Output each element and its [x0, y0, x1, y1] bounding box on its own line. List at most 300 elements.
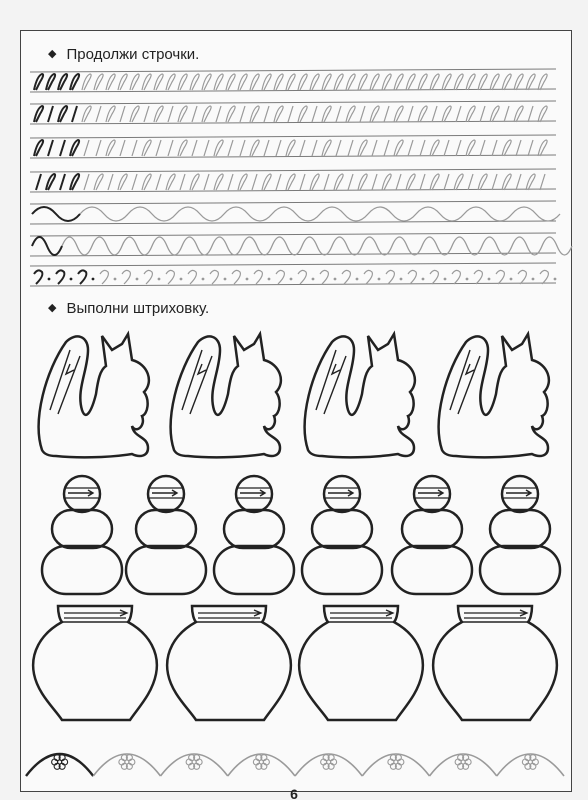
slant-stroke	[96, 106, 101, 122]
hook-stroke	[210, 270, 218, 284]
hook-stroke	[232, 270, 240, 284]
loop-stroke	[190, 74, 199, 90]
slant-stroke	[492, 140, 497, 156]
loop-stroke	[478, 174, 487, 190]
loop-stroke	[166, 174, 175, 190]
handwriting-row-2	[30, 101, 556, 124]
loop-stroke	[70, 140, 79, 156]
snowman-middle	[136, 510, 196, 548]
squirrel-outline-3	[305, 334, 415, 457]
slant-stroke	[516, 174, 521, 190]
hook-stroke	[144, 270, 152, 284]
loop-stroke	[454, 174, 463, 190]
loop-stroke	[34, 106, 43, 122]
pot-shape	[299, 606, 423, 720]
loop-stroke	[286, 174, 295, 190]
loop-stroke	[82, 106, 91, 122]
slant-stroke	[228, 174, 233, 190]
ruling-line	[30, 169, 556, 172]
slant-stroke	[180, 174, 185, 190]
arrow-icon	[198, 610, 261, 616]
snowman-middle	[402, 510, 462, 548]
squirrel-outline-2	[171, 334, 281, 457]
loop-stroke	[142, 74, 151, 90]
loop-stroke	[382, 174, 391, 190]
dot-mark	[114, 278, 117, 281]
loop-stroke	[418, 106, 427, 122]
pot-shape	[33, 606, 157, 720]
snowman-middle	[312, 510, 372, 548]
diamond-bullet-icon: ◆	[48, 48, 57, 60]
loop-stroke	[34, 140, 43, 156]
snowman-base	[214, 546, 294, 594]
handwriting-row-3	[30, 135, 556, 158]
pot-outline-1	[33, 606, 157, 720]
loop-stroke	[346, 74, 355, 90]
dot-mark	[510, 278, 513, 281]
loop-stroke	[250, 74, 259, 90]
hook-stroke	[34, 270, 42, 284]
loop-stroke	[70, 74, 79, 90]
hatch-guide	[182, 350, 202, 410]
slant-stroke	[288, 106, 293, 122]
dot-mark	[488, 278, 491, 281]
dot-mark	[180, 278, 183, 281]
loop-stroke	[82, 74, 91, 90]
arrow-icon	[64, 610, 127, 616]
slant-stroke	[372, 174, 377, 190]
loop-stroke	[238, 174, 247, 190]
snowman-base	[126, 546, 206, 594]
loop-stroke	[322, 74, 331, 90]
instruction-continue-lines: ◆ Продолжи строчки.	[48, 46, 200, 63]
border-arc-1	[26, 754, 93, 776]
loop-stroke	[118, 74, 127, 90]
loop-stroke	[298, 74, 307, 90]
loop-stroke	[106, 74, 115, 90]
dot-mark	[92, 278, 95, 281]
slant-stroke	[468, 174, 473, 190]
snowman-outline-4	[302, 476, 382, 594]
border-arc-2	[93, 754, 160, 776]
slant-stroke	[84, 174, 89, 190]
snowman-outline-5	[392, 476, 472, 594]
wave-sample	[32, 237, 62, 255]
ruling-line	[30, 189, 556, 192]
loop-stroke	[262, 74, 271, 90]
hook-stroke	[408, 270, 416, 284]
snowman-head	[236, 476, 272, 512]
dot-mark	[48, 278, 51, 281]
dot-mark	[444, 278, 447, 281]
slant-stroke	[480, 106, 485, 122]
dot-mark	[334, 278, 337, 281]
handwriting-row-4	[30, 169, 556, 192]
border-arc-4	[228, 754, 295, 776]
hatch-guide	[450, 350, 470, 410]
loop-stroke	[70, 174, 79, 190]
slant-stroke	[420, 174, 425, 190]
snowman-head	[502, 476, 538, 512]
slant-stroke	[216, 106, 221, 122]
slant-stroke	[96, 140, 101, 156]
loop-stroke	[358, 74, 367, 90]
loop-stroke	[538, 74, 547, 90]
hook-stroke	[100, 270, 108, 284]
ruling-line	[30, 221, 556, 224]
hook-stroke	[56, 270, 64, 284]
slant-stroke	[276, 174, 281, 190]
snowman-base	[42, 546, 122, 594]
border-arc-8	[497, 754, 564, 776]
hook-stroke	[496, 270, 504, 284]
arrow-icon	[66, 364, 74, 374]
loop-stroke	[166, 74, 175, 90]
pot-outline-4	[433, 606, 557, 720]
loop-stroke	[514, 74, 523, 90]
slant-stroke	[240, 140, 245, 156]
slant-stroke	[396, 174, 401, 190]
hook-stroke	[386, 270, 394, 284]
loop-stroke	[178, 74, 187, 90]
loop-stroke	[286, 74, 295, 90]
dot-mark	[422, 278, 425, 281]
arrow-icon	[240, 490, 265, 496]
slant-stroke	[420, 140, 425, 156]
hook-stroke	[122, 270, 130, 284]
hook-stroke	[298, 270, 306, 284]
loop-stroke	[310, 74, 319, 90]
hook-stroke	[342, 270, 350, 284]
loop-stroke	[190, 174, 199, 190]
slant-stroke	[48, 106, 53, 122]
flower-icon	[186, 755, 202, 770]
slant-stroke	[240, 106, 245, 122]
hook-stroke	[474, 270, 482, 284]
flower-icon	[388, 755, 404, 770]
ruling-line	[30, 135, 556, 138]
loop-stroke	[526, 174, 535, 190]
dot-mark	[466, 278, 469, 281]
slant-stroke	[156, 140, 161, 156]
slant-stroke	[228, 140, 233, 156]
slant-stroke	[408, 106, 413, 122]
loop-stroke	[358, 140, 367, 156]
loop-stroke	[406, 174, 415, 190]
slant-stroke	[312, 106, 317, 122]
hook-stroke	[364, 270, 372, 284]
slant-stroke	[348, 174, 353, 190]
arrow-icon	[328, 490, 353, 496]
loop-stroke	[466, 74, 475, 90]
border-arc-6	[362, 754, 429, 776]
pot-outline-2	[167, 606, 291, 720]
hook-stroke	[188, 270, 196, 284]
flower-icon	[321, 755, 337, 770]
snowman-outline-3	[214, 476, 294, 594]
slant-stroke	[408, 140, 413, 156]
dot-mark	[356, 278, 359, 281]
diamond-bullet-icon: ◆	[48, 302, 57, 314]
loop-stroke	[430, 174, 439, 190]
loop-stroke	[154, 74, 163, 90]
loop-stroke	[322, 106, 331, 122]
loop-stroke	[46, 174, 55, 190]
slant-stroke	[168, 106, 173, 122]
dot-mark	[400, 278, 403, 281]
loop-stroke	[178, 106, 187, 122]
dot-mark	[70, 278, 73, 281]
loop-stroke	[250, 140, 259, 156]
loop-stroke	[214, 140, 223, 156]
dot-mark	[246, 278, 249, 281]
slant-stroke	[480, 140, 485, 156]
loop-stroke	[394, 106, 403, 122]
snowman-head	[64, 476, 100, 512]
loop-stroke	[538, 140, 547, 156]
slant-stroke	[492, 174, 497, 190]
hook-stroke	[518, 270, 526, 284]
hook-stroke	[254, 270, 262, 284]
loop-stroke	[442, 74, 451, 90]
arrow-icon	[152, 490, 177, 496]
loop-stroke	[370, 106, 379, 122]
hook-stroke	[166, 270, 174, 284]
border-arc-5	[295, 754, 362, 776]
ruling-line	[30, 101, 556, 104]
loop-stroke	[406, 74, 415, 90]
page-number: 6	[290, 786, 298, 802]
loop-stroke	[466, 140, 475, 156]
slant-stroke	[312, 140, 317, 156]
loop-stroke	[118, 174, 127, 190]
loop-stroke	[130, 106, 139, 122]
wave-trace	[32, 237, 572, 255]
loop-stroke	[466, 106, 475, 122]
loop-stroke	[262, 174, 271, 190]
loop-stroke	[382, 74, 391, 90]
slant-stroke	[324, 174, 329, 190]
snowman-head	[148, 476, 184, 512]
dot-mark	[532, 278, 535, 281]
arrow-icon	[466, 364, 474, 374]
loop-stroke	[430, 74, 439, 90]
slant-stroke	[336, 140, 341, 156]
snowman-middle	[52, 510, 112, 548]
hook-stroke	[276, 270, 284, 284]
slant-stroke	[192, 140, 197, 156]
loop-stroke	[286, 140, 295, 156]
loop-stroke	[310, 174, 319, 190]
snowman-middle	[224, 510, 284, 548]
pot-outline-3	[299, 606, 423, 720]
hatch-guide	[50, 350, 70, 410]
loop-stroke	[214, 74, 223, 90]
slant-stroke	[60, 174, 65, 190]
ruling-line	[30, 201, 556, 204]
border-arc-3	[161, 754, 228, 776]
arrow-icon	[198, 364, 206, 374]
loop-stroke	[322, 140, 331, 156]
ruling-line	[30, 69, 556, 72]
slant-stroke	[192, 106, 197, 122]
slant-stroke	[168, 140, 173, 156]
slant-stroke	[300, 174, 305, 190]
squirrel-outline-4	[439, 334, 549, 457]
wave-sample	[32, 207, 80, 221]
loop-stroke	[142, 174, 151, 190]
handwriting-row-5	[30, 201, 560, 224]
slant-stroke	[120, 140, 125, 156]
snowman-base	[302, 546, 382, 594]
dot-mark	[202, 278, 205, 281]
dot-mark	[268, 278, 271, 281]
slant-stroke	[48, 140, 53, 156]
slant-stroke	[276, 140, 281, 156]
slant-stroke	[132, 174, 137, 190]
border-arc-7	[430, 754, 497, 776]
slant-stroke	[444, 140, 449, 156]
loop-stroke	[502, 174, 511, 190]
snowman-middle	[490, 510, 550, 548]
loop-stroke	[370, 74, 379, 90]
loop-stroke	[274, 106, 283, 122]
loop-stroke	[106, 106, 115, 122]
loop-stroke	[58, 106, 67, 122]
loop-stroke	[394, 74, 403, 90]
slant-stroke	[264, 106, 269, 122]
flower-icon	[119, 755, 135, 770]
slant-stroke	[204, 174, 209, 190]
loop-stroke	[46, 74, 55, 90]
hook-stroke	[320, 270, 328, 284]
hook-stroke	[78, 270, 86, 284]
loop-stroke	[442, 106, 451, 122]
loop-stroke	[418, 74, 427, 90]
loop-stroke	[130, 74, 139, 90]
dot-mark	[136, 278, 139, 281]
slant-stroke	[120, 106, 125, 122]
arrow-icon	[68, 490, 93, 496]
snowman-base	[392, 546, 472, 594]
loop-stroke	[298, 106, 307, 122]
squirrel-outline-1	[39, 334, 149, 457]
loop-stroke	[94, 74, 103, 90]
loop-stroke	[430, 140, 439, 156]
slant-stroke	[108, 174, 113, 190]
slant-stroke	[384, 106, 389, 122]
slant-stroke	[36, 174, 41, 190]
snowman-outline-1	[42, 476, 122, 594]
loop-stroke	[226, 106, 235, 122]
flower-icon	[52, 755, 68, 770]
slant-stroke	[444, 174, 449, 190]
slant-stroke	[252, 174, 257, 190]
loop-stroke	[238, 74, 247, 90]
snowman-outline-6	[480, 476, 560, 594]
snowman-outline-2	[126, 476, 206, 594]
slant-stroke	[372, 140, 377, 156]
arrow-icon	[330, 610, 393, 616]
pot-shape	[433, 606, 557, 720]
slant-stroke	[432, 106, 437, 122]
slant-stroke	[300, 140, 305, 156]
arrow-icon	[332, 364, 340, 374]
slant-stroke	[516, 140, 521, 156]
loop-stroke	[142, 140, 151, 156]
slant-stroke	[456, 106, 461, 122]
loop-stroke	[94, 174, 103, 190]
loop-stroke	[394, 140, 403, 156]
slant-stroke	[264, 140, 269, 156]
slant-stroke	[348, 140, 353, 156]
loop-stroke	[490, 74, 499, 90]
loop-stroke	[178, 140, 187, 156]
slant-stroke	[60, 140, 65, 156]
handwriting-row-1	[30, 69, 556, 92]
arrow-icon	[464, 610, 527, 616]
slant-stroke	[360, 106, 365, 122]
loop-stroke	[202, 74, 211, 90]
dot-mark	[158, 278, 161, 281]
slant-stroke	[144, 106, 149, 122]
snowman-head	[324, 476, 360, 512]
loop-stroke	[154, 106, 163, 122]
loop-stroke	[502, 74, 511, 90]
loop-stroke	[514, 106, 523, 122]
loop-stroke	[202, 106, 211, 122]
slant-stroke	[528, 140, 533, 156]
slant-stroke	[132, 140, 137, 156]
handwriting-row-6	[30, 233, 572, 256]
hook-stroke	[452, 270, 460, 284]
handwriting-row-7	[30, 263, 556, 286]
wave-trace	[32, 207, 560, 221]
slant-stroke	[204, 140, 209, 156]
slant-stroke	[72, 106, 77, 122]
flower-icon	[253, 755, 269, 770]
dot-mark	[378, 278, 381, 281]
dot-mark	[312, 278, 315, 281]
instruction-hatching: ◆ Выполни штриховку.	[48, 300, 210, 317]
loop-stroke	[58, 74, 67, 90]
loop-stroke	[334, 74, 343, 90]
flower-icon	[455, 755, 471, 770]
arrow-icon	[506, 490, 531, 496]
loop-stroke	[274, 74, 283, 90]
slant-stroke	[540, 174, 545, 190]
loop-stroke	[226, 74, 235, 90]
loop-stroke	[214, 174, 223, 190]
loop-stroke	[490, 106, 499, 122]
slant-stroke	[504, 106, 509, 122]
snowman-head	[414, 476, 450, 512]
loop-stroke	[454, 74, 463, 90]
dot-mark	[554, 278, 557, 281]
loop-stroke	[346, 106, 355, 122]
loop-stroke	[106, 140, 115, 156]
hatch-guide	[316, 350, 336, 410]
loop-stroke	[526, 74, 535, 90]
hook-stroke	[540, 270, 548, 284]
loop-stroke	[478, 74, 487, 90]
ruling-line	[30, 233, 556, 236]
slant-stroke	[456, 140, 461, 156]
slant-stroke	[384, 140, 389, 156]
slant-stroke	[84, 140, 89, 156]
slant-stroke	[156, 174, 161, 190]
pot-shape	[167, 606, 291, 720]
